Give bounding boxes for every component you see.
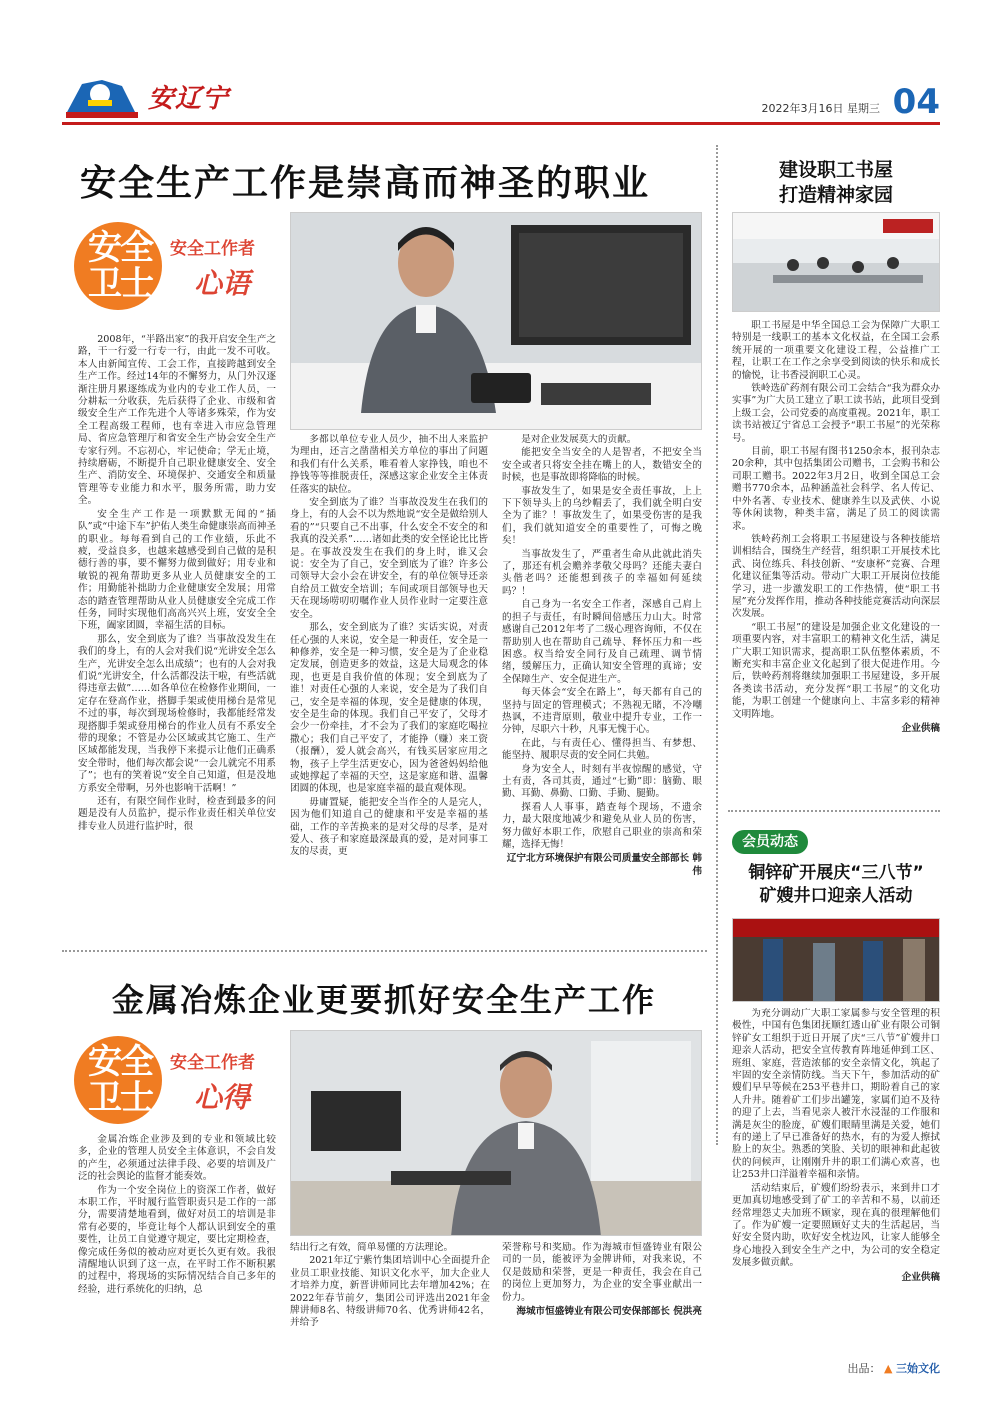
office-worker-image bbox=[291, 213, 702, 430]
article1-column-1 bbox=[78, 334, 276, 928]
badge-title: 心得 bbox=[194, 1081, 251, 1114]
reading-room-image bbox=[733, 213, 940, 312]
title-line: 矿嫂井口迎亲人活动 bbox=[759, 886, 913, 906]
paragraph: 是对企业发展莫大的贡献。 bbox=[521, 434, 637, 445]
masthead bbox=[62, 70, 940, 128]
badge-word: 安全卫士 bbox=[88, 1042, 152, 1118]
article1-headline: 安全生产工作是崇高而神圣的职业 bbox=[80, 163, 651, 204]
article1-badge bbox=[74, 222, 284, 314]
paragraph: 在此，与有责任心、懂得担当、有梦想、能坚持、履职尽责的安全同仁共勉。 bbox=[502, 737, 702, 762]
article-divider bbox=[62, 950, 707, 952]
paragraph: 铁岭选矿药剂有限公司工会结合“我为群众办实事”为广大员工建立了职工读书站，此项目受到上级工会，公司党委的高度重视。2021年，职工读书站被辽宁省总工会授予“职工书屋”的光荣称号。 bbox=[732, 383, 940, 444]
paragraph: 多都以单位专业人员少，抽不出人来监护为理由，还言之凿凿相关方单位的事出了问题和我们有什么关系，唯看着人家挣钱，咱也不挣钱等等推脱责任，深感这家企业安全主体责任落实的缺位。 bbox=[290, 434, 488, 495]
article2-column-3 bbox=[502, 1242, 702, 1334]
title-line: 铜锌矿开展庆“三八节” bbox=[748, 863, 924, 883]
sidebar-article1-title bbox=[732, 158, 940, 208]
column-divider bbox=[716, 145, 718, 1145]
mine-entrance-image bbox=[733, 919, 940, 1002]
footer-label: 出品： bbox=[847, 1362, 881, 1375]
sidebar-article2-body bbox=[732, 1008, 940, 1334]
sidebar-photo-1 bbox=[732, 212, 940, 312]
paragraph: 为充分调动广大职工家属参与安全管理的积极性，中国有色集团抚顺红透山矿业有限公司铜锌矿女工组织于近日开展了庆“三八节”矿嫂井口迎亲人活动，把安全宣传教育阵地延伸到工区、班组、家庭，营造浓郁的安全亲情文化，筑起了牢固的安全亲情防线。当天下午，参加活动的矿嫂们早早等候在253平巷井口，期盼着自己的家人升井。随着矿工们步出罐笼，家属们迫不及待的迎了上去，当看见亲人被汗水浸湿的工作服和满是灰尘的脸庞，矿嫂们眼睛里满是关爱，她们有的递上了早已准备好的热水，有的为爱人擦拭脸上的灰尘。熟悉的笑脸、关切的眼神和此起彼伏的问候声，让刚刚升井的职工们满心欢喜，也让253井口洋溢着幸福和亲情。 bbox=[732, 1008, 940, 1181]
member-news-tag: 会员动态 bbox=[732, 830, 808, 854]
article1-byline: 辽宁北方环境保护有限公司质量安全部部长 韩伟 bbox=[506, 853, 702, 878]
sidebar-photo-2 bbox=[732, 918, 940, 1002]
sidebar-article1-byline: 企业供稿 bbox=[901, 723, 940, 734]
header-rule bbox=[62, 122, 940, 125]
paragraph: 安全生产工作是一项默默无闻的“插队”或“中途下车”护佑人类生命健康崇高而神圣的职业。每每看到自己的工作业绩，乐此不疲，受益良多，也越来越感受到自己做的是积德行善的事，要不懈努力做到做好；用专业和敏锐的视角帮助更多从业人员健康安全的工作；用勤能补拙助力企业健康安全发展；用常态的踏查管理帮助从业人员健康安全完成工作任务，同时实现他们高高兴兴上班，安安全全下班，阖家团圆，幸福生活的目标。 bbox=[78, 508, 276, 632]
paragraph: 荣誉称号和奖励。作为海城市恒盛铸业有限公司的一员，能被评为金牌讲师，对我来说，不仅是鼓励和荣誉，更是一种责任，我会在自己的岗位上更加努力，为企业的安全事业献出一份力。 bbox=[502, 1242, 702, 1303]
title-line: 打造精神家园 bbox=[778, 184, 893, 206]
office-worker-image bbox=[291, 1031, 702, 1236]
sidebar-article2-byline: 企业供稿 bbox=[901, 1271, 940, 1283]
issue-date: 2022年3月16日 星期三 bbox=[761, 102, 880, 115]
masthead-title: 安辽宁 bbox=[148, 84, 230, 114]
paragraph: 那么，安全到底为了谁？当事故没发生在我们的身上，有的人会对我们说“光讲安全怎么生产，光讲安全怎么出成绩”；也有的人会对我们说“光讲安全，什么活都没法干啦，有些活就得违章去做”……如各单位在检修作业期间，一定存在登高作业，搭脚手架或使用梯台是常见不过的事，每次到现场检修时，我都能经常发现搭脚手架或登用梯台的作业人员有不系安全带的现象；不管是办公区域或其它施工、生产区域都能发现，当我停下来提示让他们正确系安全带时，他们每次都会说“一会儿就完不用系了”；也有的笑着说“安全自己知道，但是没地方系安全带啊，另外也影响干活啊！” bbox=[78, 633, 276, 794]
paragraph: 2008年，“半路出家”的我开启安全生产之路，干一行爱一行专一行，由此一发不可收。本人由新闻宣传、工会工作，直接跨越到安全生产工作。经过14年的不懈努力，从门外汉逐渐注册月累逐练成为业内的专业工作人员，一分耕耘一分收获，先后获得了企业、市级和省级安全生产工作先进个人等诸多殊荣，作为安全工程高级工程师，也有幸进入市应急管理局、省应急管理厅和省安全生产协会安全生产专家行列。不忘初心，牢记使命；学无止境，持续磨砺，不断提升自己职业健康安全、安全生产、消防安全、环境保护、交通安全和质量管理等专业能力和水平，服务所需，助力安全。 bbox=[78, 334, 276, 507]
paragraph: 作为一个安全岗位上的资深工作者，做好本职工作，平时履行监管职责只是工作的一部分，需要清楚地看到，做好对员工的培训是非常有必要的，毕竟让每个人都认识到安全的重要性，让员工自觉遵守规定，要比定期检查，像完成任务似的被动应对更长久更有效。我很清醒地认识到了这一点，在平时工作不断积累的过程中，将现场的实际情况结合自己多年的经验，进行系统化的归纳，总 bbox=[78, 1184, 276, 1295]
paragraph: “职工书屋”的建设是加强企业文化建设的一项重要内容，对丰富职工的精神文化生活，满足广大职工知识需求，提高职工队伍整体素质，不断充实和丰富企业文化起到了很大促进作用。今后，铁岭药剂将继续加强职工书屋建设，多开展各类读书活动，充分发挥“职工书屋”的文化功能，为职工创建一个健康向上、丰富多彩的精神文明阵地。 bbox=[732, 621, 940, 720]
sidebar-article1-body bbox=[732, 320, 940, 816]
badge-subtitle: 安全工作者 bbox=[170, 239, 255, 259]
badge-title: 心语 bbox=[194, 267, 251, 300]
paragraph: 身为安全人，时刻有半夜惊醒的感觉，守土有责，各司其责，通过“七勤”即：脑勤、眼勤、耳勤、鼻勤、口勤、手勤、腿勤。 bbox=[502, 763, 702, 800]
paragraph: 铁岭药剂工会将职工书屋建设与各种技能培训相结合，围绕生产经营，组织职工开展技术比武、岗位练兵、科技创新、“安康杯”竞赛、合理化建议征集等活动。带动广大职工开展岗位技能学习，进一步激发职工的工作热情，使“职工书屋”充分发挥作用，推动各种技能竞赛活动向深层次发展。 bbox=[732, 533, 940, 620]
article2-photo bbox=[290, 1030, 702, 1236]
paragraph: 还有，有限空间作业时，检查到最多的问题是没有人员监护，提示作业责任相关单位安排专业人员进行监护时，很 bbox=[78, 796, 276, 832]
paragraph: 探看人人事事，踏查每个现场，不遗余力，最大限度地减少和避免从业人员的伤害，努力做好本职工作，欣慰自己职业的崇高和荣耀，选择无悔！ bbox=[502, 801, 702, 850]
paragraph: 目前，职工书屋有图书1250余本，报刊杂志20余种，其中包括集团公司赠书，工会购书和公司职工赠书。2022年3月2日，收到全国总工会赠书770余本，品种涵盖社会科学、名人传记、中外名著、专业技术、健康养生以及武侠、小说等休闲读物，种类丰富，满足了员工的阅读需求。 bbox=[732, 446, 940, 532]
page-number: 04 bbox=[892, 82, 940, 122]
paragraph: 每天体会“安全在路上”，每天都有自己的坚持与固定的管理模式；不熟视无睹，不冷嘲热讽，不违背原则，敬业中提升专业，工作一分钟，尽职六十秒，凡事无愧于心。 bbox=[502, 687, 702, 736]
article2-column-1 bbox=[78, 1134, 276, 1334]
paragraph: 毋庸置疑，能把安全当作全的人是完人，因为他们知道自己的健康和平安是幸福的基础，工作的辛苦换来的是对父母的尽孝，是对爱人、孩子和家庭最深最真的爱，是对同事工友的尽责，更 bbox=[290, 796, 488, 858]
footer-credit bbox=[848, 1360, 940, 1376]
article1-photo bbox=[290, 212, 702, 430]
paragraph: 事故发生了，如果是安全责任事故，上上下下领导头上的乌纱帽丢了，我们就全明白安全为了谁？！事故发生了，如果受伤害的是我们，我们就知道安全的重要性了，可悔之晚矣！ bbox=[502, 485, 702, 547]
paragraph: 当事故发生了，严重者生命从此就此消失了，那还有机会赡养孝敬父母吗？还能夫妻白头偕老吗？还能想到孩子的幸福如何延续吗？！ bbox=[502, 548, 702, 597]
article2-headline: 金属冶炼企业更要抓好安全生产工作 bbox=[112, 981, 657, 1019]
paragraph: 2021年辽宁紫竹集团培训中心全面提升企业员工职业技能、知识文化水平，加大企业人才培养力度，新晋讲师同比去年增加42%；在2022年春节前夕，集团公司评选出2021年金牌讲师8名、特级讲师70名、优秀讲师42名，并给予 bbox=[290, 1255, 490, 1329]
paragraph: 安全到底为了谁？当事故没发生在我们的身上，有的人会不以为然地说“安全是做给别人看的”“只要自己不出事，什么安全不安全的和我真的没关系”……诸如此类的安全怪论比比皆是。在事故没发生在我们的身上时，谁又会说：安全为了自己，安全到底为了谁？许多公司领导大会小会在讲安全，有的单位领导还亲自给员工做安全培训；车间或项目部领导也天天在现场唠叨叨嘱作业人员作业时一定要注意安全。 bbox=[290, 497, 488, 620]
badge-word: 安全卫士 bbox=[88, 228, 152, 304]
footer-logo-icon: ▲ bbox=[884, 1362, 893, 1375]
article2-column-2 bbox=[290, 1242, 490, 1332]
paragraph: 能把安全当安全的人是智者，不把安全当安全或者只将安全挂在嘴上的人，数错安全的时候，也是事故即将降临的时候。 bbox=[502, 447, 702, 484]
paragraph: 那么，安全到底为了谁？实话实说，对责任心强的人来说，安全是一种责任，安全是一种修养，安全是一种习惯，安全是为了企业稳定发展，创造更多的效益，这是大局观念的体现，也更是自我价值的体现；安全到底为了谁！对责任心强的人来说，安全是为了我们自己，安全是幸福的体现，安全是健康的体现，安全是生命的体现。我们自己平安了，父母才会少一份牵挂，才不会为了我们的家庭吃喝拉撒心；我们自己平安了，才能挣（赚）来工资（报酬），爱人就会高兴，有钱买居家应用之物，孩子上学生活更安心，因为爸爸妈妈给他或她撑起了幸福的天空，这是家庭和谐、温馨团圆的体现，也是家庭幸福的最直观体现。 bbox=[290, 622, 488, 795]
article2-badge bbox=[74, 1036, 284, 1128]
article1-column-3 bbox=[502, 434, 702, 934]
badge-subtitle: 安全工作者 bbox=[170, 1053, 255, 1073]
paragraph: 金属冶炼企业涉及到的专业和领域比较多，企业的管理人员安全主体意识，不会自发的产生，必须通过法律手段、必要的培训及广泛的社会舆论的监督才能奏效。 bbox=[78, 1134, 276, 1183]
title-line: 建设职工书屋 bbox=[778, 159, 893, 181]
sidebar-article2-title bbox=[732, 862, 940, 908]
article1-column-2 bbox=[290, 434, 488, 928]
footer-brand: 三始文化 bbox=[896, 1362, 940, 1375]
article2-byline: 海城市恒盛铸业有限公司安保部部长 倪洪亮 bbox=[516, 1306, 702, 1318]
paragraph: 职工书屋是中华全国总工会为保障广大职工特别是一线职工的基本文化权益，在全国工会系统开展的一项重要文化建设工程，公益推广工程，让职工在工作之余享受到阅读的快乐和成长的愉悦，让书香浸润职工心灵。 bbox=[732, 320, 940, 381]
paragraph: 自己身为一名安全工作者，深感自己肩上的担子与责任，有时瞬间倍感压力山大。时常感谢自己2012年考了二级心理咨询师，不仅在帮助别人也在帮助自己疏导、释怀压力和一些困惑。权当给安全同行及自己疏理、调节情绪，缓解压力，正确认知安全管理的真谛；安全保障生产、安全促进生产。 bbox=[502, 599, 702, 685]
paragraph: 结出行之有效，简单易懂的方法理论。 bbox=[290, 1242, 454, 1253]
paragraph: 活动结束后，矿嫂们纷纷表示，来到井口才更加真切地感受到了矿工的辛苦和不易，以前还经常埋怨丈夫加班不顾家，现在真的很理解他们了。作为矿嫂一定要照顾好丈夫的生活起居，当好安全贤内助，吹好安全枕边风，让家人能够全身心地投入到安全生产之中，为公司的安全稳定发展多做贡献。 bbox=[732, 1182, 940, 1269]
